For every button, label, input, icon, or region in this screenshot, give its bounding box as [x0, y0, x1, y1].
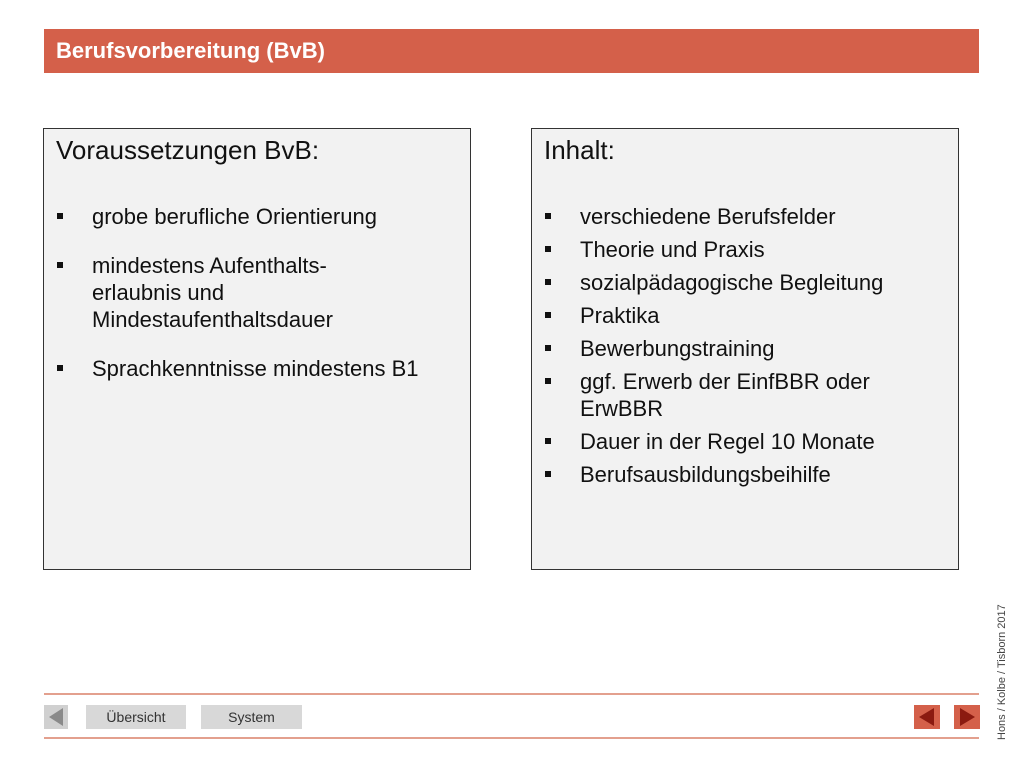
bullet-square-icon [545, 378, 551, 384]
list-item [56, 203, 456, 230]
bullet-square-icon [545, 213, 551, 219]
list-item-text: Theorie und Praxis [580, 237, 765, 262]
content-box [531, 128, 959, 570]
requirements-heading: Voraussetzungen BvB: [56, 135, 320, 165]
bullet-square-icon [545, 438, 551, 444]
footer-divider-top [44, 693, 979, 695]
bullet-square-icon [57, 213, 63, 219]
bullet-square-icon [545, 471, 551, 477]
author-credit: Hons / Kolbe / Tisborn 2017 [996, 604, 1008, 740]
list-item [544, 269, 944, 296]
bullet-square-icon [545, 312, 551, 318]
list-item [544, 461, 944, 488]
next-slide-icon[interactable] [954, 705, 980, 729]
list-item-text: Berufsausbildungsbeihilfe [580, 462, 831, 487]
list-item-text: Praktika [580, 303, 660, 328]
list-item [56, 252, 456, 333]
bullet-square-icon [545, 246, 551, 252]
list-item-text: ggf. Erwerb der EinfBBR oder ErwBBR [580, 369, 870, 421]
previous-slide-icon[interactable] [914, 705, 940, 729]
bullet-square-icon [545, 345, 551, 351]
list-item [544, 236, 944, 263]
bullet-square-icon [545, 279, 551, 285]
footer-divider-bottom [44, 737, 979, 739]
requirements-list [56, 203, 456, 404]
list-item [544, 368, 944, 422]
bullet-square-icon [57, 365, 63, 371]
list-item [544, 428, 944, 455]
title-bar [44, 29, 979, 73]
list-item-text: Sprachkenntnisse mindestens B1 [92, 356, 419, 381]
bullet-square-icon [57, 262, 63, 268]
list-item [544, 203, 944, 230]
system-button[interactable]: System [201, 705, 302, 729]
list-item [544, 335, 944, 362]
slide-title: Berufsvorbereitung (BvB) [56, 38, 325, 63]
content-heading: Inhalt: [544, 135, 615, 165]
content-list [544, 203, 944, 494]
list-item [544, 302, 944, 329]
back-arrow-icon[interactable] [44, 705, 68, 729]
list-item-text: sozialpädagogische Begleitung [580, 270, 884, 295]
overview-button[interactable]: Übersicht [86, 705, 186, 729]
requirements-box [43, 128, 471, 570]
list-item-text: Bewerbungstraining [580, 336, 775, 361]
list-item-text: grobe berufliche Orientierung [92, 204, 377, 229]
list-item-text: Dauer in der Regel 10 Monate [580, 429, 875, 454]
list-item-text: mindestens Aufenthalts- erlaubnis und Mindestaufenthaltsdauer [92, 253, 333, 332]
list-item [56, 355, 456, 382]
list-item-text: verschiedene Berufsfelder [580, 204, 836, 229]
